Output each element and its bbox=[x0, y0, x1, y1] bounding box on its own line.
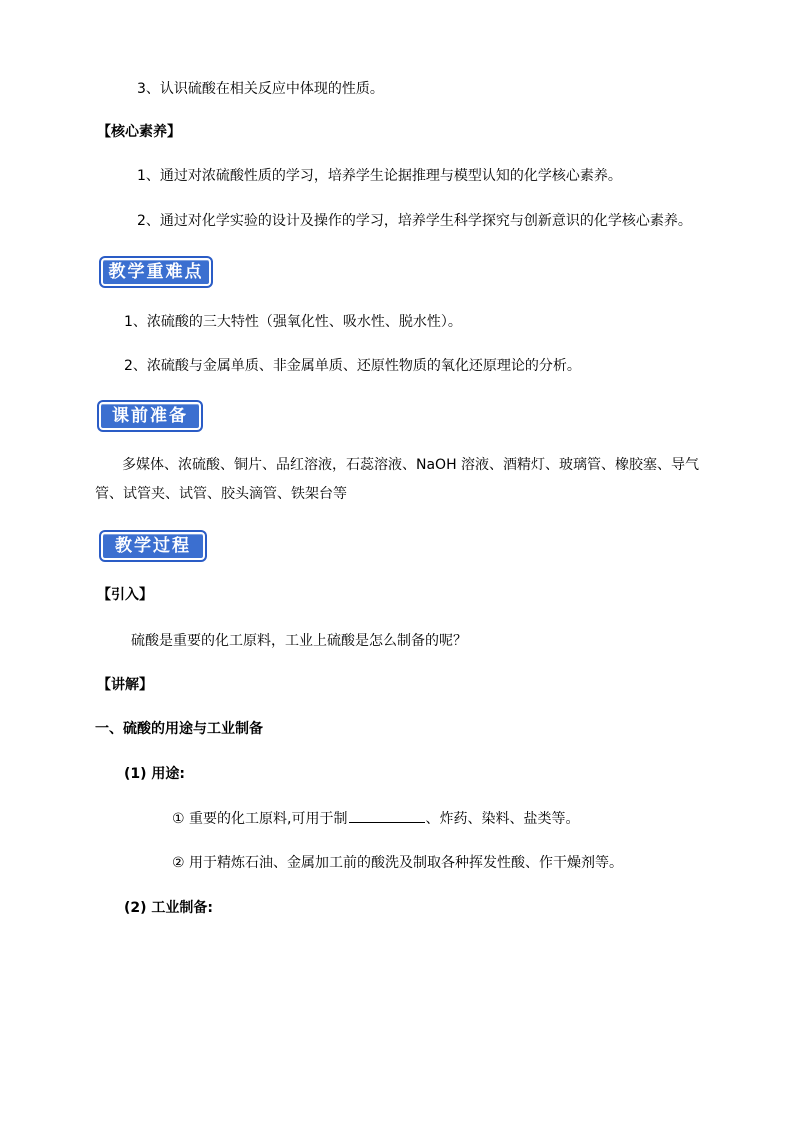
core-literacy-item-1: 1、通过对浓硫酸性质的学习，培养学生论据推理与模型认知的化学核心素养。 bbox=[137, 168, 622, 184]
intro-text: 硫酸是重要的化工原料，工业上硫酸是怎么制备的呢？ bbox=[131, 633, 467, 649]
teaching-process-badge: 教学过程 bbox=[101, 532, 205, 560]
preparation-badge: 课前准备 bbox=[99, 402, 201, 430]
core-literacy-item-2: 2、通过对化学实验的设计及操作的学习，培养学生科学探究与创新意识的化学核心素养。 bbox=[137, 213, 692, 229]
usage-item-1 bbox=[172, 808, 579, 829]
preparation-text: 多媒体、浓硫酸、铜片、品红溶液，石蕊溶液、NaOH 溶液、酒精灯、玻璃管、橡胶塞、导气管、试管夹、试管、胶头滴管、铁架台等 bbox=[95, 457, 700, 502]
section-1-title: 一、硫酸的用途与工业制备 bbox=[95, 721, 263, 737]
industrial-title: (2) 工业制备: bbox=[124, 900, 214, 916]
key-points-badge: 教学重难点 bbox=[101, 258, 211, 286]
usage-item-1-suffix: 、炸药、染料、盐类等。 bbox=[425, 811, 580, 827]
fill-in-blank[interactable] bbox=[349, 808, 425, 823]
intro-heading: 【引入】 bbox=[97, 587, 153, 603]
usage-item-1-prefix: ① 重要的化工原料,可用于制 bbox=[172, 811, 348, 827]
usage-title: (1) 用途: bbox=[124, 766, 186, 782]
objective-item-3: 3、认识硫酸在相关反应中体现的性质。 bbox=[137, 81, 384, 97]
key-point-item-2: 2、浓硫酸与金属单质、非金属单质、还原性物质的氧化还原理论的分析。 bbox=[124, 358, 581, 374]
usage-item-2: ② 用于精炼石油、金属加工前的酸洗及制取各种挥发性酸、作干燥剂等。 bbox=[172, 855, 623, 871]
key-point-item-1: 1、浓硫酸的三大特性（强氧化性、吸水性、脱水性）。 bbox=[124, 314, 462, 330]
core-literacy-heading: 【核心素养】 bbox=[97, 124, 181, 140]
lecture-heading: 【讲解】 bbox=[97, 677, 153, 693]
